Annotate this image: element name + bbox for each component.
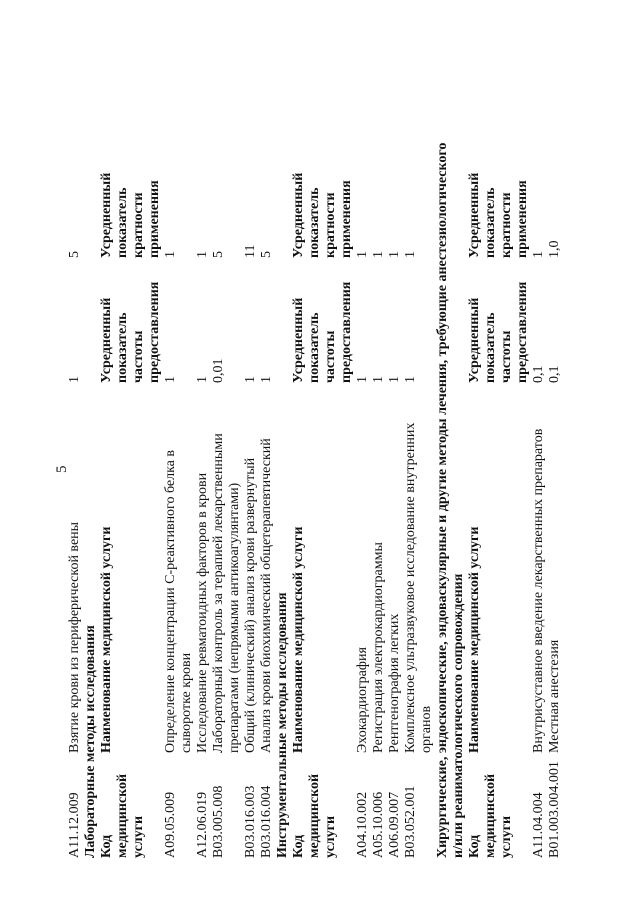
header-code — [99, 755, 163, 860]
header-mult-line: Усредненный — [291, 172, 306, 258]
services-table-body — [67, 10, 563, 860]
cell-name: Регистрация электрокардиограммы — [371, 542, 386, 753]
cell-freq: 0,01 — [211, 358, 226, 383]
cell-name: Определение концентрации C-реактивного белка в сыворотке крови — [163, 449, 194, 753]
header-freq-line: частоты — [131, 330, 146, 383]
header-freq-line: предоставления — [147, 281, 162, 383]
cell-mult: 5 — [259, 251, 274, 258]
cell-name: Исследование ревматоидных факторов в крови — [195, 472, 210, 753]
table-row — [531, 10, 547, 860]
header-freq — [291, 260, 355, 385]
cell-mult: 1 — [163, 251, 178, 258]
header-mult-line: показатель — [307, 187, 322, 258]
cell-mult: 1 — [387, 251, 402, 258]
header-mult-line: применения — [339, 180, 354, 258]
cell-name: Комплексное ультразвуковое исследование внутренних органов — [403, 422, 434, 753]
header-code-line: медицинской — [307, 773, 322, 858]
cell-name: Общий (клинический) анализ крови развернутый — [243, 457, 258, 753]
cell-code: A09.05.009 — [163, 791, 178, 858]
cell-code: A11.04.004 — [531, 792, 546, 858]
section-heading-row — [83, 10, 99, 860]
table-row — [163, 10, 195, 860]
header-code-line: медицинской — [483, 773, 498, 858]
header-freq-line: Усредненный — [467, 297, 482, 383]
header-code-line: Код — [467, 834, 482, 858]
table-row — [371, 10, 387, 860]
cell-freq: 1 — [371, 376, 386, 383]
cell-mult: 11 — [243, 244, 258, 258]
cell-freq: 1 — [355, 376, 370, 383]
cell-name: Внутрисуставное введение лекарственных препаратов — [531, 428, 546, 753]
table-row — [243, 10, 259, 860]
cell-name: Анализ крови биохимический общетерапевтический — [259, 438, 274, 753]
cell-freq: 1 — [387, 376, 402, 383]
header-mult-line: применения — [147, 180, 162, 258]
cell-freq: 0,1 — [531, 365, 546, 383]
table-header-row — [467, 10, 531, 860]
table-row — [195, 10, 211, 860]
table-header-row — [99, 10, 163, 860]
header-mult-line: Усредненный — [467, 172, 482, 258]
table-row — [211, 10, 243, 860]
cell-freq: 1 — [195, 376, 210, 383]
header-mult-line: кратности — [323, 192, 338, 258]
header-mult — [99, 135, 163, 260]
header-freq-line: частоты — [499, 330, 514, 383]
cell-name: Лабораторный контроль за терапией лекарственными препаратами (непрямыми антикоагулянтами) — [211, 433, 242, 753]
cell-name: Эхокардиография — [355, 647, 370, 753]
header-freq-line: предоставления — [515, 281, 530, 383]
header-code-line: услуги — [499, 815, 514, 858]
header-mult — [291, 135, 355, 260]
header-mult-line: показатель — [115, 187, 130, 258]
section-title: Инструментальные методы исследования — [275, 592, 290, 858]
cell-code: A12.06.019 — [195, 791, 210, 858]
header-freq-line: показатель — [483, 312, 498, 383]
header-code-line: медицинской — [115, 773, 130, 858]
header-mult-line: Усредненный — [99, 172, 114, 258]
cell-freq: 1 — [403, 376, 418, 383]
cell-mult: 1,0 — [547, 240, 562, 258]
header-name: Наименование медицинской услуги — [291, 526, 306, 753]
section-heading-row — [275, 10, 291, 860]
cell-code: B01.003.004.001 — [547, 761, 562, 858]
header-code-line: услуги — [323, 815, 338, 858]
header-name: Наименование медицинской услуги — [99, 526, 114, 753]
services-table-container — [67, 10, 563, 860]
header-freq — [467, 260, 531, 385]
cell-name: Взятие крови из периферической вены — [67, 521, 82, 753]
table-row — [259, 10, 275, 860]
services-table — [67, 10, 563, 860]
cell-freq: 1 — [163, 376, 178, 383]
cell-freq: 0,1 — [547, 365, 562, 383]
cell-mult: 5 — [67, 251, 82, 258]
section-title: Хирургические, эндоскопические, эндоваскулярные и другие методы лечения, требующие анестезиологического и/или реаниматологического сопровождения — [435, 142, 466, 858]
header-freq-line: показатель — [307, 312, 322, 383]
header-code — [291, 755, 355, 860]
cell-code: B03.016.004 — [259, 785, 274, 858]
table-row — [387, 10, 403, 860]
header-code-line: услуги — [131, 815, 146, 858]
page-number: 5 — [54, 465, 70, 473]
cell-mult: 1 — [355, 251, 370, 258]
header-freq-line: Усредненный — [291, 297, 306, 383]
cell-mult: 1 — [371, 251, 386, 258]
header-code-line: Код — [99, 834, 114, 858]
cell-code: B03.005.008 — [211, 785, 226, 858]
header-mult — [467, 135, 531, 260]
cell-code: A11.12.009 — [67, 792, 82, 858]
header-freq — [99, 260, 163, 385]
cell-code: A04.10.002 — [355, 791, 370, 858]
header-mult-line: кратности — [499, 192, 514, 258]
header-name: Наименование медицинской услуги — [467, 526, 482, 753]
table-header-row — [291, 10, 355, 860]
cell-mult: 1 — [195, 251, 210, 258]
section-heading-row — [435, 10, 467, 860]
header-code — [467, 755, 531, 860]
table-row — [355, 10, 371, 860]
header-code-line: Код — [291, 834, 306, 858]
header-freq-line: показатель — [115, 312, 130, 383]
header-mult-line: показатель — [483, 187, 498, 258]
table-row — [403, 10, 435, 860]
header-freq-line: предоставления — [339, 281, 354, 383]
cell-code: B03.052.001 — [403, 785, 418, 858]
table-row — [67, 10, 83, 860]
cell-name: Рентгенография легких — [387, 613, 402, 753]
header-freq-line: Усредненный — [99, 297, 114, 383]
cell-freq: 1 — [259, 376, 274, 383]
cell-code: B03.016.003 — [243, 785, 258, 858]
cell-mult: 5 — [211, 251, 226, 258]
cell-name: Местная анестезия — [547, 639, 562, 753]
cell-freq: 1 — [67, 376, 82, 383]
section-title: Лабораторные методы исследования — [83, 625, 98, 858]
cell-mult: 1 — [531, 251, 546, 258]
header-mult-line: применения — [515, 180, 530, 258]
cell-code: A05.10.006 — [371, 791, 386, 858]
header-mult-line: кратности — [131, 192, 146, 258]
header-freq-line: частоты — [323, 330, 338, 383]
table-row — [547, 10, 563, 860]
cell-mult: 1 — [403, 251, 418, 258]
cell-freq: 1 — [243, 376, 258, 383]
cell-code: A06.09.007 — [387, 791, 402, 858]
